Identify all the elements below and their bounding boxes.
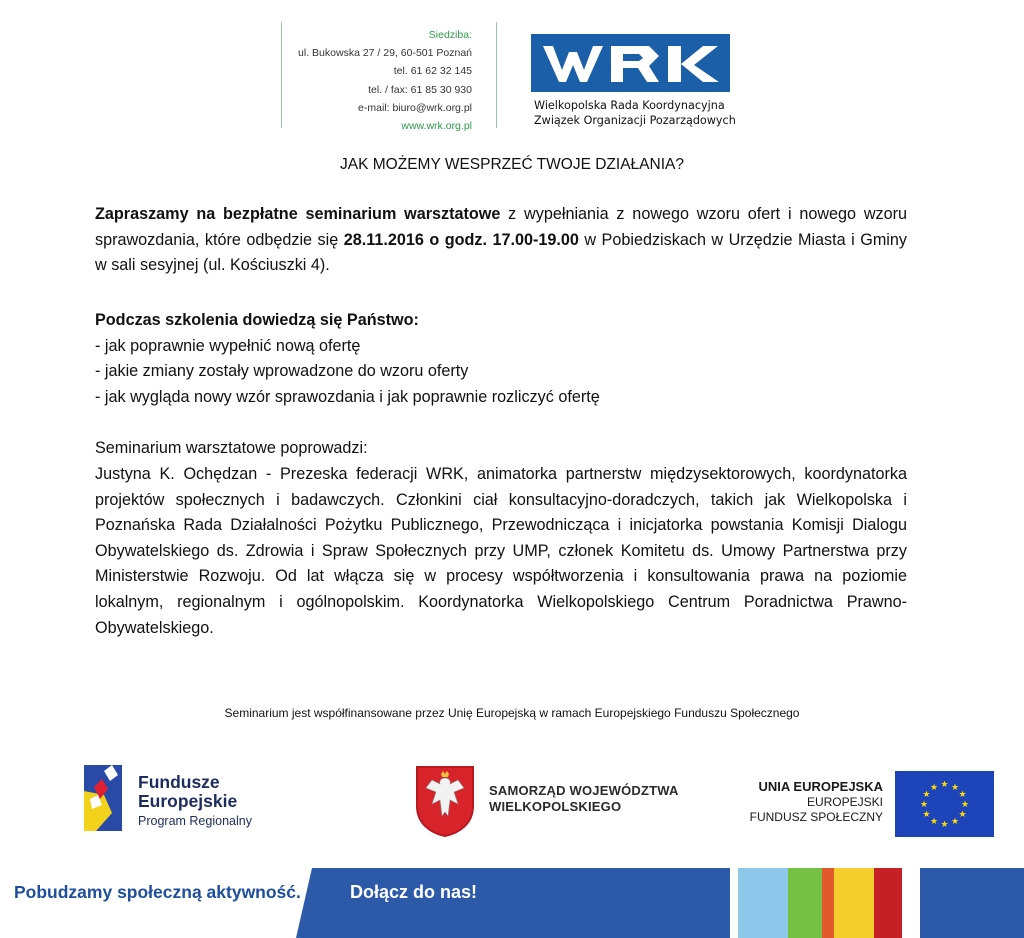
ue-line2: EUROPEJSKI bbox=[806, 794, 883, 809]
wrk-logo-icon bbox=[531, 34, 730, 92]
contact-www: www.wrk.org.pl bbox=[401, 120, 472, 133]
cofinancing-note: Seminarium jest współfinansowane przez Unię Europejską w ramach Europejskiego Funduszu Społecznego bbox=[224, 706, 800, 720]
svg-text:★: ★ bbox=[929, 817, 939, 827]
fundusze-europejskie-name bbox=[138, 773, 237, 811]
sw-line1: SAMORZĄD WOJEWÓDZTWA bbox=[489, 783, 679, 798]
svg-text:★: ★ bbox=[919, 800, 929, 810]
contact-email: e-mail: biuro@wrk.org.pl bbox=[358, 101, 472, 114]
topic-item: - jakie zmiany zostały wprowadzone do wzoru oferty bbox=[95, 362, 469, 381]
divider-left bbox=[281, 22, 282, 128]
page-title: JAK MOŻEMY WESPRZEĆ TWOJE DZIAŁANIA? bbox=[340, 156, 684, 173]
wrk-org-name-line2: Związek Organizacji Pozarządowych bbox=[534, 114, 736, 127]
contact-tel: tel. 61 62 32 145 bbox=[393, 65, 472, 78]
svg-text:★: ★ bbox=[940, 780, 949, 790]
intro-paragraph bbox=[95, 202, 907, 279]
fe-line2: Europejskie bbox=[138, 791, 238, 811]
topic-item: - jak wygląda nowy wzór sprawozdania i jak poprawnie rozliczyć ofertę bbox=[95, 387, 600, 406]
sw-line2: WIELKOPOLSKIEGO bbox=[489, 799, 622, 814]
svg-text:★: ★ bbox=[960, 800, 970, 810]
trainer-heading: Seminarium warsztatowe poprowadzi: bbox=[95, 439, 368, 457]
topic-item: - jak poprawnie wypełnić nową ofertę bbox=[95, 336, 361, 355]
wrk-org-name bbox=[534, 98, 736, 128]
trainer-bio: Justyna K. Ochędzan - Prezeska federacji WRK, animatorka partnerstw międzysektorowych, koordynatorka projektów społecznych i badawczych. Członkini ciał konsultacyjno-doradczych, takich jak Wielkopolska i Poznańska Rada Działalności Pożytku Publicznego, Przewodnicząca i inicjatorka powstania Komisji Dialogu Obywatelskiego ds. Zdrowia i Spraw Społecznych przy UMP, członek Komitetu ds. Umowy Partnerstwa przy Ministerstwie Rozwoju. Od lat włącza się w procesy współtworzenia i konsultowania prawa na poziomie lokalnym, regionalnym i ogólnopolskim. Koordynatorka Wielkopolskiego Centrum Poradnictwa Prawno-Obywatelskiego. bbox=[95, 465, 907, 637]
topics-section bbox=[95, 308, 907, 410]
intro-text-1: z wypełniania z nowego wzoru ofert i nowego wzoru sprawozdania, które odbędzie się bbox=[95, 205, 907, 249]
fe-subtitle: Program Regionalny bbox=[138, 814, 252, 828]
contact-address: ul. Bukowska 27 / 29, 60-501 Poznań bbox=[298, 47, 472, 60]
intro-bold-lead: Zapraszamy na bezpłatne seminarium warsztatowe bbox=[95, 205, 501, 223]
eu-fund-name bbox=[700, 779, 883, 826]
intro-date: 28.11.2016 o godz. 17.00-19.00 bbox=[343, 230, 579, 249]
svg-text:★: ★ bbox=[958, 790, 967, 800]
eagle-coat-of-arms-icon bbox=[414, 764, 476, 838]
footer-slogan-shape bbox=[0, 868, 330, 938]
footer-slogan: Pobudzamy społeczną aktywność. bbox=[14, 882, 301, 902]
topics-heading: Podczas szkolenia dowiedzą się Państwo: bbox=[95, 311, 419, 329]
contact-block bbox=[282, 26, 472, 135]
ue-line1: UNIA EUROPEJSKA bbox=[758, 779, 883, 794]
intro-text-2: w Pobiedziskach w Urzędzie Miasta i Gminy w sali sesyjnej (ul. Kościuszki 4). bbox=[95, 230, 907, 275]
svg-text:★: ★ bbox=[929, 783, 939, 793]
svg-text:★: ★ bbox=[940, 820, 949, 830]
svg-text:★: ★ bbox=[922, 790, 931, 800]
ue-line3: FUNDUSZ SPOŁECZNY bbox=[749, 810, 883, 824]
contact-fax: tel. / fax: 61 85 30 930 bbox=[368, 83, 472, 96]
divider-right bbox=[496, 22, 497, 128]
fundusze-europejskie-icon bbox=[82, 761, 132, 836]
svg-text:★: ★ bbox=[950, 817, 960, 827]
wrk-org-name-line1: Wielkopolska Rada Koordynacyjna bbox=[534, 99, 725, 112]
contact-label: Siedziba: bbox=[428, 29, 472, 41]
fe-line1: Fundusze bbox=[138, 772, 220, 792]
svg-text:★: ★ bbox=[958, 810, 967, 820]
svg-text:★: ★ bbox=[922, 810, 931, 820]
join-us-link[interactable]: Dołącz do nas! bbox=[350, 882, 478, 902]
samorzad-name bbox=[489, 783, 679, 815]
eu-flag-icon bbox=[895, 771, 994, 837]
svg-text:★: ★ bbox=[950, 783, 960, 793]
footer-color-stripes bbox=[730, 868, 1024, 938]
